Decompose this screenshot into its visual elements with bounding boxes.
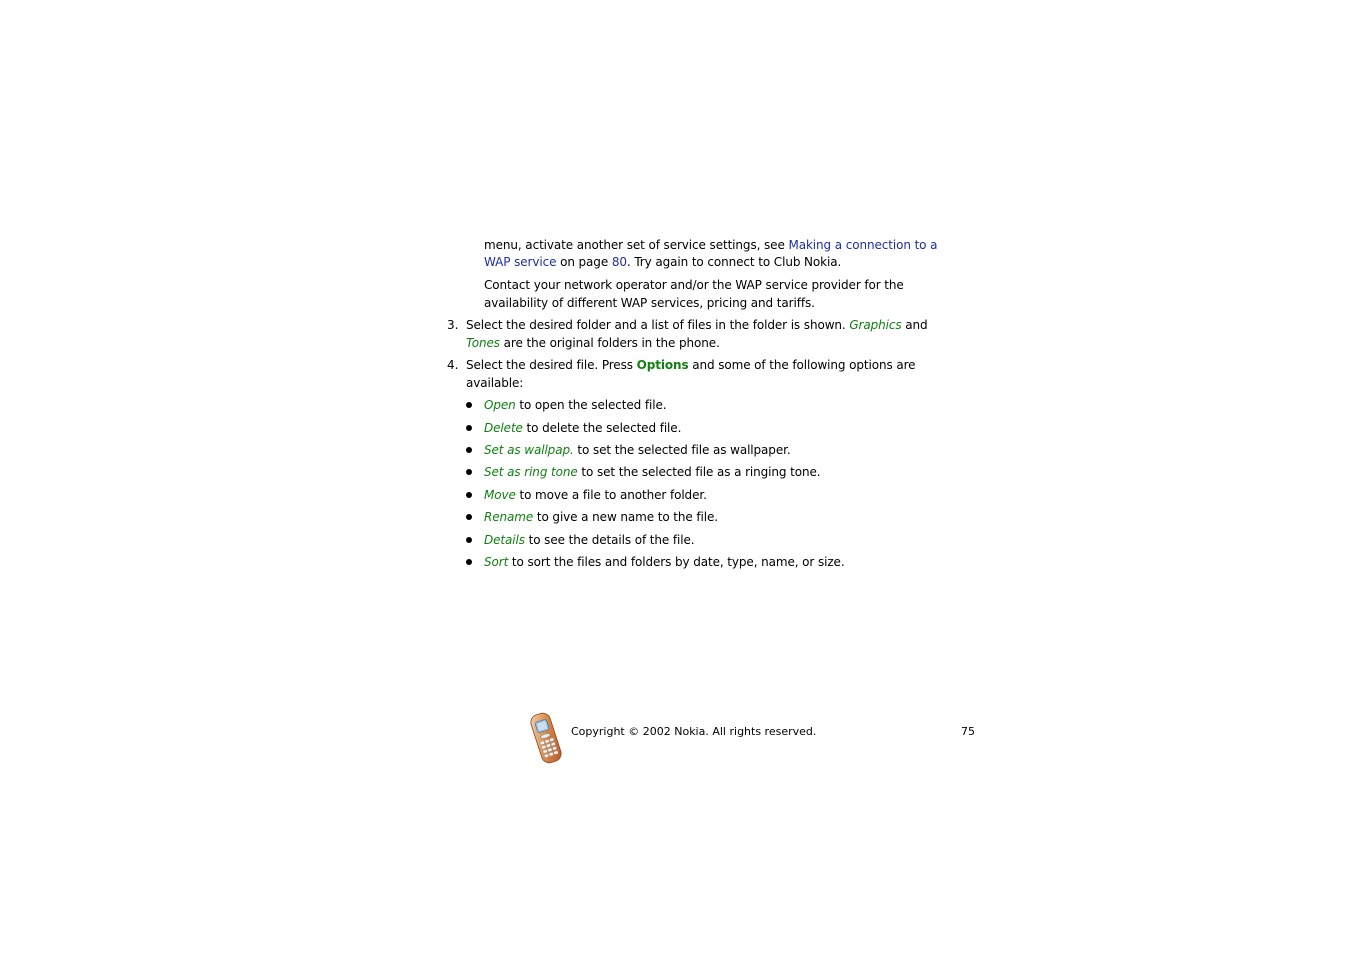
step3-line1 (466, 316, 928, 334)
bullet-icon (466, 492, 472, 498)
step3-end-text: are the original folders in the phone. (499, 336, 720, 350)
option-term: Set as wallpap. (484, 443, 574, 457)
step4-line1 (466, 356, 915, 374)
option-term: Delete (484, 421, 523, 435)
option-desc: to set the selected file as a ringing tone. (577, 465, 821, 479)
option-desc: to set the selected file as wallpaper. (573, 443, 791, 457)
step4-text: Select the desired file. Press (466, 358, 637, 372)
para1-line1 (484, 236, 937, 254)
option-desc: to see the details of the file. (524, 533, 695, 547)
making-connection-link[interactable]: Making a connection to a (788, 238, 938, 252)
para1-end-text: . Try again to connect to Club Nokia. (626, 255, 842, 269)
step3-number: 3. (447, 318, 459, 332)
para1-mid-text: on page (556, 255, 612, 269)
bullet-icon (466, 559, 472, 565)
step3-text: Select the desired folder and a list of files in the folder is shown. (466, 318, 850, 332)
para2-line2: availability of different WAP services, pricing and tariffs. (484, 296, 815, 310)
option-term: Rename (484, 510, 534, 524)
step4-line2: available: (466, 376, 524, 390)
step4-end-text: and some of the following options are (688, 358, 916, 372)
page-80-link[interactable]: 80 (611, 255, 627, 269)
option-term: Open (484, 398, 516, 412)
option-desc: to delete the selected file. (522, 421, 682, 435)
bullet-icon (466, 425, 472, 431)
para1-text: menu, activate another set of service settings, see (484, 238, 789, 252)
bullet-icon (466, 514, 472, 520)
copyright-text: Copyright © 2002 Nokia. All rights reserved. (571, 725, 817, 738)
option-desc: to move a file to another folder. (515, 488, 707, 502)
option-desc: to give a new name to the file. (533, 510, 718, 524)
option-term: Sort (484, 555, 509, 569)
options-key: Options (636, 358, 689, 372)
bullet-icon (466, 447, 472, 453)
bullet-icon (466, 469, 472, 475)
option-term: Details (484, 533, 525, 547)
step3-and: and (901, 318, 928, 332)
phone-icon (528, 711, 564, 765)
bullet-icon (466, 537, 472, 543)
para2-line1: Contact your network operator and/or the WAP service provider for the (484, 278, 904, 292)
tones-term: Tones (466, 336, 500, 350)
page-number: 75 (961, 725, 975, 738)
graphics-term: Graphics (849, 318, 902, 332)
bullet-icon (466, 402, 472, 408)
step3-line2 (466, 334, 720, 352)
option-term: Set as ring tone (484, 465, 578, 479)
option-term: Move (484, 488, 516, 502)
option-desc: to open the selected file. (515, 398, 667, 412)
wap-service-link[interactable]: WAP service (484, 255, 557, 269)
para1-line2 (484, 253, 841, 271)
option-desc: to sort the files and folders by date, type, name, or size. (508, 555, 845, 569)
step4-number: 4. (447, 358, 459, 372)
